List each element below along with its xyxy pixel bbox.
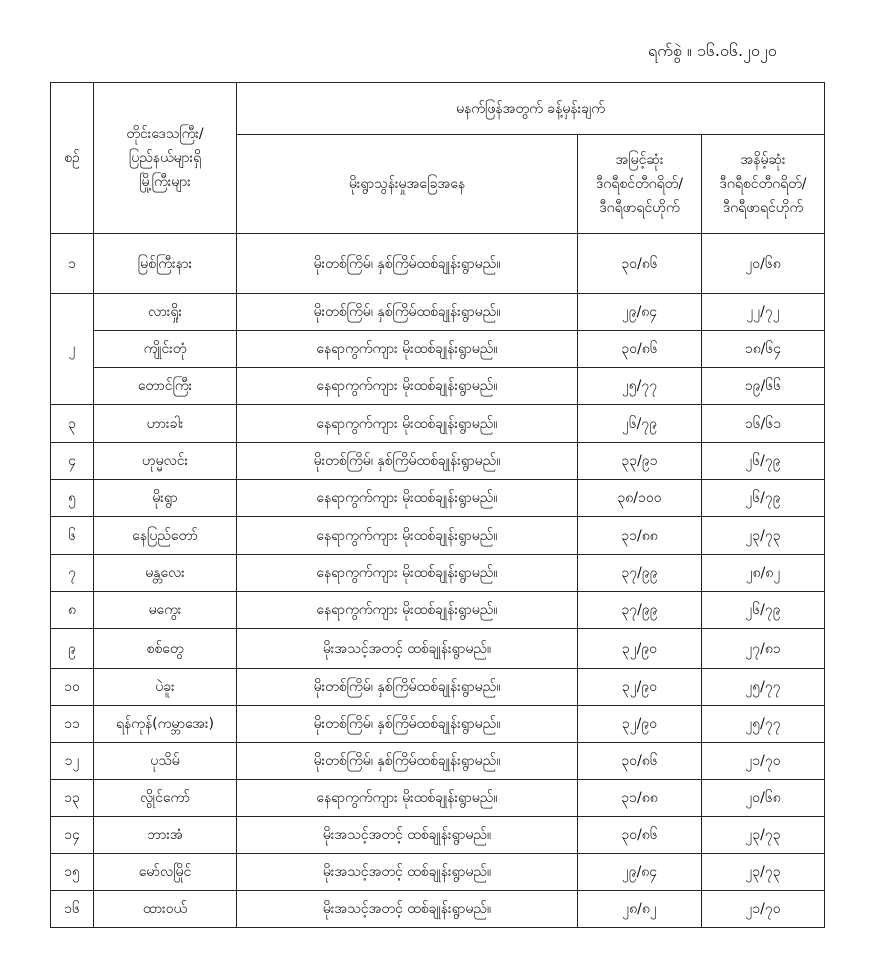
rain-condition: မိုးအသင့်အတင့် ထစ်ချုန်းရွာမည်။ <box>237 891 578 928</box>
city-name: ဟုမ္မလင်း <box>94 443 237 480</box>
header-forecast-group: မနက်ဖြန်အတွက် ခန့်မှန်းချက် <box>237 83 825 135</box>
min-temperature: ၂၆/၇၉ <box>702 443 825 480</box>
table-row <box>51 669 825 706</box>
table-row <box>51 517 825 555</box>
max-temperature: ၃၃/၉၁ <box>578 443 702 480</box>
header-max-line: ဒီဂရီစင်တီဂရိတ်/ <box>596 176 683 192</box>
rain-condition: နေရာကွက်ကျား မိုးထစ်ချုန်းရွာမည်။ <box>237 331 578 368</box>
city-name: မိုးရွာ <box>94 480 237 517</box>
rain-condition: နေရာကွက်ကျား မိုးထစ်ချုန်းရွာမည်။ <box>237 480 578 517</box>
min-temperature: ၂၀/၆၈ <box>702 780 825 817</box>
max-temperature: ၃၂/၉၀ <box>578 669 702 706</box>
table-row <box>51 854 825 891</box>
table-row <box>51 817 825 854</box>
table-row <box>51 368 825 405</box>
max-temperature: ၃၀/၈၆ <box>578 743 702 780</box>
table-row <box>51 555 825 592</box>
max-temperature: ၂၅/၇၇ <box>578 368 702 405</box>
row-number: ၇ <box>51 555 94 592</box>
row-number: ၆ <box>51 517 94 555</box>
city-name: တောင်ကြီး <box>94 368 237 405</box>
max-temperature: ၃၈/၁၀၀ <box>578 480 702 517</box>
rain-condition: နေရာကွက်ကျား မိုးထစ်ချုန်းရွာမည်။ <box>237 405 578 443</box>
table-row <box>51 891 825 928</box>
min-temperature: ၂၁/၇၀ <box>702 891 825 928</box>
table-row <box>51 592 825 629</box>
rain-condition: နေရာကွက်ကျား မိုးထစ်ချုန်းရွာမည်။ <box>237 780 578 817</box>
row-number: ၁၆ <box>51 891 94 928</box>
city-name: လားရှိုး <box>94 294 237 331</box>
city-name: ကျိုင်းတုံ <box>94 331 237 368</box>
table-row <box>51 234 825 294</box>
min-temperature: ၂၅/၇၇ <box>702 669 825 706</box>
city-name: မြစ်ကြီးနား <box>94 234 237 294</box>
rain-condition: နေရာကွက်ကျား မိုးထစ်ချုန်းရွာမည်။ <box>237 555 578 592</box>
rain-condition: မိုးအသင့်အတင့် ထစ်ချုန်းရွာမည်။ <box>237 854 578 891</box>
table-row <box>51 480 825 517</box>
max-temperature: ၃၂/၉၀ <box>578 706 702 743</box>
max-temperature: ၂၈/၈၂ <box>578 891 702 928</box>
table-row <box>51 780 825 817</box>
min-temperature: ၁၉/၆၆ <box>702 368 825 405</box>
row-number: ၁၅ <box>51 854 94 891</box>
row-number: ၅ <box>51 480 94 517</box>
min-temperature: ၂၅/၇၇ <box>702 706 825 743</box>
max-temperature: ၃၀/၈၆ <box>578 817 702 854</box>
header-no: စဉ် <box>51 83 94 234</box>
min-temperature: ၂၃/၇၃ <box>702 517 825 555</box>
max-temperature: ၃၁/၈၈ <box>578 517 702 555</box>
rain-condition: မိုးတစ်ကြိမ်၊ နှစ်ကြိမ်ထစ်ချုန်းရွာမည်။ <box>237 294 578 331</box>
min-temperature: ၂၁/၇၀ <box>702 743 825 780</box>
table-header <box>51 83 825 234</box>
city-name: ဟားခါး <box>94 405 237 443</box>
max-temperature: ၂၉/၈၄ <box>578 854 702 891</box>
min-temperature: ၂၈/၈၂ <box>702 555 825 592</box>
rain-condition: မိုးတစ်ကြိမ်၊ နှစ်ကြိမ်ထစ်ချုန်းရွာမည်။ <box>237 234 578 294</box>
min-temperature: ၂၀/၆၈ <box>702 234 825 294</box>
row-number: ၄ <box>51 443 94 480</box>
city-name: ပဲခူး <box>94 669 237 706</box>
max-temperature: ၂၆/၇၉ <box>578 405 702 443</box>
forecast-table <box>50 82 825 928</box>
row-number: ၁၄ <box>51 817 94 854</box>
header-region-line: ပြည်နယ်များရှိ <box>128 150 202 166</box>
city-name: ပုသိမ် <box>94 743 237 780</box>
max-temperature: ၃၁/၈၈ <box>578 780 702 817</box>
row-number: ၈ <box>51 592 94 629</box>
city-name: မန္တလေး <box>94 555 237 592</box>
max-temperature: ၃၇/၉၉ <box>578 555 702 592</box>
row-number: ၁၀ <box>51 669 94 706</box>
table-row <box>51 405 825 443</box>
rain-condition: မိုးတစ်ကြိမ်၊ နှစ်ကြိမ်ထစ်ချုန်းရွာမည်။ <box>237 743 578 780</box>
city-name: လွိုင်ကော် <box>94 780 237 817</box>
header-max-line: ဒီဂရီဖာရင်ဟိုက် <box>599 200 680 216</box>
rain-condition: နေရာကွက်ကျား မိုးထစ်ချုန်းရွာမည်။ <box>237 592 578 629</box>
city-name: ထားဝယ် <box>94 891 237 928</box>
header-min-line: ဒီဂရီဖာရင်ဟိုက် <box>722 200 804 216</box>
table-row <box>51 629 825 669</box>
row-number: ၁၁ <box>51 706 94 743</box>
rain-condition: မိုးအသင့်အတင့် ထစ်ချုန်းရွာမည်။ <box>237 629 578 669</box>
table-row <box>51 706 825 743</box>
min-temperature: ၂၃/၇၃ <box>702 817 825 854</box>
min-temperature: ၂၆/၇၉ <box>702 480 825 517</box>
rain-condition: မိုးတစ်ကြိမ်၊ နှစ်ကြိမ်ထစ်ချုန်းရွာမည်။ <box>237 669 578 706</box>
max-temperature: ၃၇/၉၉ <box>578 592 702 629</box>
header-region <box>94 83 237 234</box>
row-number: ၃ <box>51 405 94 443</box>
table-row <box>51 443 825 480</box>
table-row <box>51 294 825 331</box>
city-name: နေပြည်တော် <box>94 517 237 555</box>
max-temperature: ၃၀/၈၆ <box>578 234 702 294</box>
rain-condition: မိုးတစ်ကြိမ်၊ နှစ်ကြိမ်ထစ်ချုန်းရွာမည်။ <box>237 706 578 743</box>
header-min-line: အနိမ့်ဆုံး <box>740 152 786 168</box>
rain-condition: နေရာကွက်ကျား မိုးထစ်ချုန်းရွာမည်။ <box>237 517 578 555</box>
row-number: ၁၃ <box>51 780 94 817</box>
header-max-line: အမြင့်ဆုံး <box>615 152 664 168</box>
table-body <box>51 234 825 928</box>
rain-condition: မိုးတစ်ကြိမ်၊ နှစ်ကြိမ်ထစ်ချုန်းရွာမည်။ <box>237 443 578 480</box>
rain-condition: မိုးအသင့်အတင့် ထစ်ချုန်းရွာမည်။ <box>237 817 578 854</box>
header-max-temp <box>578 135 702 234</box>
row-number: ၉ <box>51 629 94 669</box>
city-name: စစ်တွေ <box>94 629 237 669</box>
min-temperature: ၁၈/၆၄ <box>702 331 825 368</box>
min-temperature: ၂၃/၇၃ <box>702 854 825 891</box>
min-temperature: ၂၆/၇၉ <box>702 592 825 629</box>
max-temperature: ၂၉/၈၄ <box>578 294 702 331</box>
min-temperature: ၂၂/၇၂ <box>702 294 825 331</box>
row-number: ၁၂ <box>51 743 94 780</box>
row-number: ၂ <box>51 294 94 405</box>
min-temperature: ၁၆/၆၁ <box>702 405 825 443</box>
city-name: ရန်ကုန်(ကမ္ဘာအေး) <box>94 706 237 743</box>
row-number: ၁ <box>51 234 94 294</box>
header-min-line: ဒီဂရီစင်တီဂရိတ်/ <box>719 176 807 192</box>
table-row <box>51 743 825 780</box>
city-name: မော်လမြိုင် <box>94 854 237 891</box>
rain-condition: နေရာကွက်ကျား မိုးထစ်ချုန်းရွာမည်။ <box>237 368 578 405</box>
header-region-line: မြို့ကြီးများ <box>139 174 191 190</box>
max-temperature: ၃၂/၉၀ <box>578 629 702 669</box>
header-condition: မိုးရွာသွန်းမှုအခြေအနေ <box>237 135 578 234</box>
report-date: ရက်စွဲ ။ ၁၆.၀၆.၂၀၂၀ <box>648 41 777 60</box>
table-row <box>51 331 825 368</box>
max-temperature: ၃၀/၈၆ <box>578 331 702 368</box>
city-name: မကွေး <box>94 592 237 629</box>
header-min-temp <box>702 135 825 234</box>
header-region-line: တိုင်းဒေသကြီး/ <box>126 126 204 142</box>
min-temperature: ၂၇/၈၁ <box>702 629 825 669</box>
city-name: ဘားအံ <box>94 817 237 854</box>
